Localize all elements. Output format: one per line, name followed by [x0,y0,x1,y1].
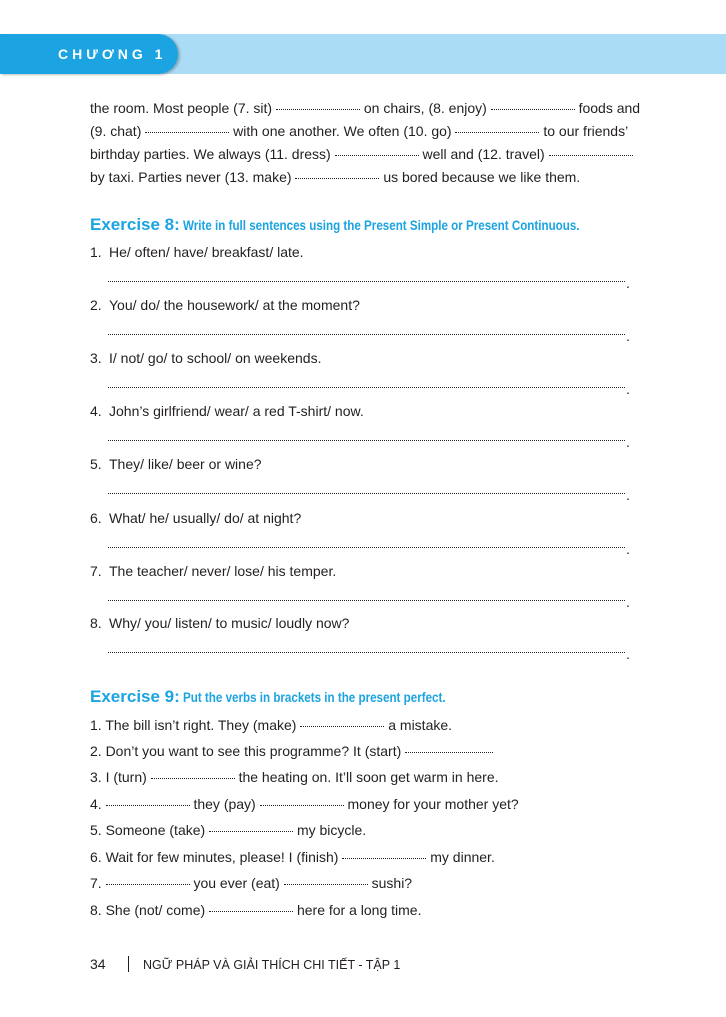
blank [295,178,379,179]
blank [209,911,293,912]
exercise-8-question: 8. Why/ you/ listen/ to music/ loudly now? [90,615,350,631]
answer-line [108,652,625,653]
exercise-8-question: 6. What/ he/ usually/ do/ at night? [90,510,302,526]
exercise-8-question: 4. John’s girlfriend/ wear/ a red T-shirt/ now. [90,403,364,419]
answer-line [108,493,625,494]
answer-end-period: . [626,434,630,450]
exercise-9-title [90,686,488,709]
answer-line [108,281,625,282]
answer-line [108,387,625,388]
exercise-8-question: 3. I/ not/ go/ to school/ on weekends. [90,350,322,366]
blank [106,884,190,885]
answer-line [108,440,625,441]
page-footer [90,955,400,974]
exercise-9-item: 2. Don’t you want to see this programme? It (start) [90,742,493,760]
book-title: NGỮ PHÁP VÀ GIẢI THÍCH CHI TIẾT - TẬP 1 [143,958,401,972]
answer-end-period: . [626,275,630,291]
exercise-8-question: 7. The teacher/ never/ lose/ his temper. [90,563,337,579]
blank [300,726,384,727]
blank [455,132,539,133]
answer-line [108,600,625,601]
blank [209,831,293,832]
answer-end-period: . [626,646,630,662]
answer-end-period: . [626,541,630,557]
paragraph-line: the room. Most people (7. sit) on chairs, (8. enjoy) foods and [90,100,641,116]
intro-paragraph [90,97,646,189]
blank [276,109,360,110]
blank [491,109,575,110]
page-number: 34 [90,956,106,972]
paragraph-line: birthday parties. We always (11. dress) well and (12. travel) [90,143,646,166]
blank [284,884,368,885]
answer-line [108,334,625,335]
blank [106,805,190,806]
exercise-8-title [90,214,644,237]
exercise-9-instruction: Put the verbs in brackets in the present perfect. [182,690,446,705]
exercise-9-item: 5. Someone (take) my bicycle. [90,822,367,838]
paragraph-line: by taxi. Parties never (13. make) us bored because we like them. [90,169,581,185]
answer-end-period: . [626,381,630,397]
footer-divider [128,956,129,972]
exercise-9-label: Exercise 9: [90,687,180,706]
exercise-9-item: 4. they (pay) money for your mother yet? [90,796,519,812]
answer-end-period: . [626,594,630,610]
answer-end-period: . [626,328,630,344]
blank [145,132,229,133]
exercise-8-question: 2. You/ do/ the housework/ at the moment? [90,297,360,313]
exercise-9-item: 6. Wait for few minutes, please! I (finish) my dinner. [90,849,495,865]
blank [342,858,426,859]
blank [260,805,344,806]
exercise-8-question: 1. He/ often/ have/ breakfast/ late. [90,244,304,260]
blank [335,155,419,156]
answer-line [108,547,625,548]
exercise-9-item: 7. you ever (eat) sushi? [90,875,413,891]
answer-end-period: . [626,487,630,503]
paragraph-line: (9. chat) with one another. We often (10. go) to our friends’ [90,123,629,139]
exercise-8-instruction: Write in full sentences using the Present Simple or Present Continuous. [182,218,580,233]
blank [405,752,493,753]
exercise-9-item: 3. I (turn) the heating on. It’ll soon get warm in here. [90,769,499,785]
exercise-9-item: 1. The bill isn’t right. They (make) a mistake. [90,717,453,733]
exercise-8-label: Exercise 8: [90,215,180,234]
exercise-9-item: 8. She (not/ come) here for a long time. [90,902,422,918]
chapter-label: CHƯƠNG 1 [58,46,167,62]
blank [151,778,235,779]
exercise-8-question: 5. They/ like/ beer or wine? [90,456,262,472]
blank [549,155,633,156]
